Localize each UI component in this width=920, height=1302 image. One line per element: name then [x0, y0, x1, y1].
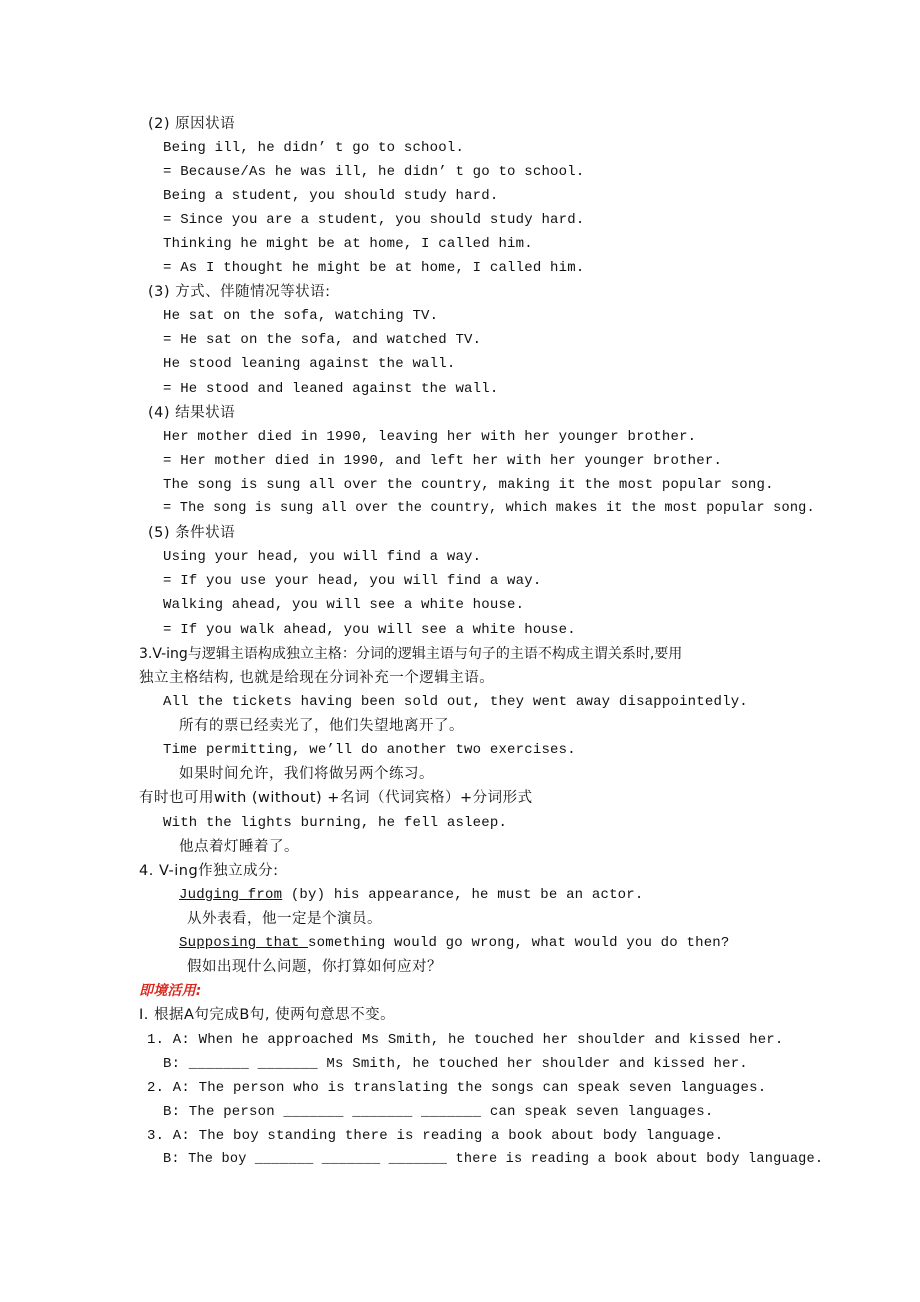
example-line: Thinking he might be at home, I called him.: [163, 236, 533, 252]
example-line: [179, 933, 730, 953]
translation-line: 假如出现什么问题，你打算如何应对？: [187, 959, 442, 975]
exercise-line: 1. A: When he approached Ms Smith, he touched her shoulder and kissed her.: [147, 1032, 784, 1048]
section-heading-condition: (5) 条件状语: [148, 525, 236, 541]
example-line: Walking ahead, you will see a white house.: [163, 597, 525, 613]
example-line: = Because/As he was ill, he didn’ t go to school.: [163, 164, 585, 180]
example-line: = As I thought he might be at home, I called him.: [163, 260, 585, 276]
translation-line: 他点着灯睡着了。: [179, 839, 299, 855]
example-line: = He stood and leaned against the wall.: [163, 381, 499, 397]
example-line: = Her mother died in 1990, and left her with her younger brother.: [163, 453, 723, 469]
exercise-line: B: The person _______ _______ _______ can speak seven languages.: [163, 1104, 714, 1120]
example-rest: (by) his appearance, he must be an actor.: [282, 887, 644, 903]
exercise-line: B: The boy _______ _______ _______ there is reading a book about body language.: [163, 1152, 824, 1167]
example-line: = He sat on the sofa, and watched TV.: [163, 332, 482, 348]
example-line: Time permitting, we’ll do another two exercises.: [163, 742, 576, 758]
example-line: All the tickets having been sold out, they went away disappointedly.: [163, 694, 748, 710]
underlined-phrase: Supposing that: [179, 935, 309, 951]
example-line: With the lights burning, he fell asleep.: [163, 815, 508, 831]
practice-instruction: I. 根据A句完成B句, 使两句意思不变。: [139, 1007, 396, 1023]
example-line: Being a student, you should study hard.: [163, 188, 499, 204]
example-line: The song is sung all over the country, making it the most popular song.: [163, 477, 774, 493]
rule-text: 有时也可用with (without) +名词（代词宾格）+分词形式: [139, 790, 533, 806]
exercise-line: 2. A: The person who is translating the songs can speak seven languages.: [147, 1080, 767, 1096]
practice-title: 即境活用:: [139, 983, 202, 999]
example-line: Her mother died in 1990, leaving her with her younger brother.: [163, 429, 697, 445]
example-rest: something would go wrong, what would you do then?: [308, 935, 730, 951]
section-heading-cause: (2) 原因状语: [148, 116, 236, 132]
rule-text: 3.V-ing与逻辑主语构成独立主格：分词的逻辑主语与句子的主语不构成主谓关系时,要用: [139, 646, 683, 662]
rule-text: 独立主格结构, 也就是给现在分词补充一个逻辑主语。: [139, 670, 495, 686]
example-line: = If you walk ahead, you will see a white house.: [163, 622, 576, 638]
example-line: = If you use your head, you will find a way.: [163, 573, 542, 589]
section-heading-result: (4) 结果状语: [148, 405, 236, 421]
underlined-phrase: Judging from: [179, 887, 283, 903]
example-line: He stood leaning against the wall.: [163, 356, 456, 372]
rule-heading: 4. V-ing作独立成分:: [139, 863, 279, 879]
section-heading-manner: (3) 方式、伴随情况等状语:: [148, 284, 331, 300]
example-line: = Since you are a student, you should study hard.: [163, 212, 585, 228]
exercise-line: B: _______ _______ Ms Smith, he touched her shoulder and kissed her.: [163, 1056, 748, 1072]
translation-line: 从外表看，他一定是个演员。: [187, 911, 382, 927]
translation-line: 如果时间允许，我们将做另两个练习。: [179, 766, 434, 782]
example-line: He sat on the sofa, watching TV.: [163, 308, 439, 324]
example-line: Being ill, he didn’ t go to school.: [163, 140, 465, 156]
translation-line: 所有的票已经卖光了，他们失望地离开了。: [179, 718, 464, 734]
example-line: = The song is sung all over the country, which makes it the most popular song.: [163, 501, 815, 516]
example-line: Using your head, you will find a way.: [163, 549, 482, 565]
example-line: [179, 885, 643, 905]
exercise-line: 3. A: The boy standing there is reading a book about body language.: [147, 1128, 724, 1144]
